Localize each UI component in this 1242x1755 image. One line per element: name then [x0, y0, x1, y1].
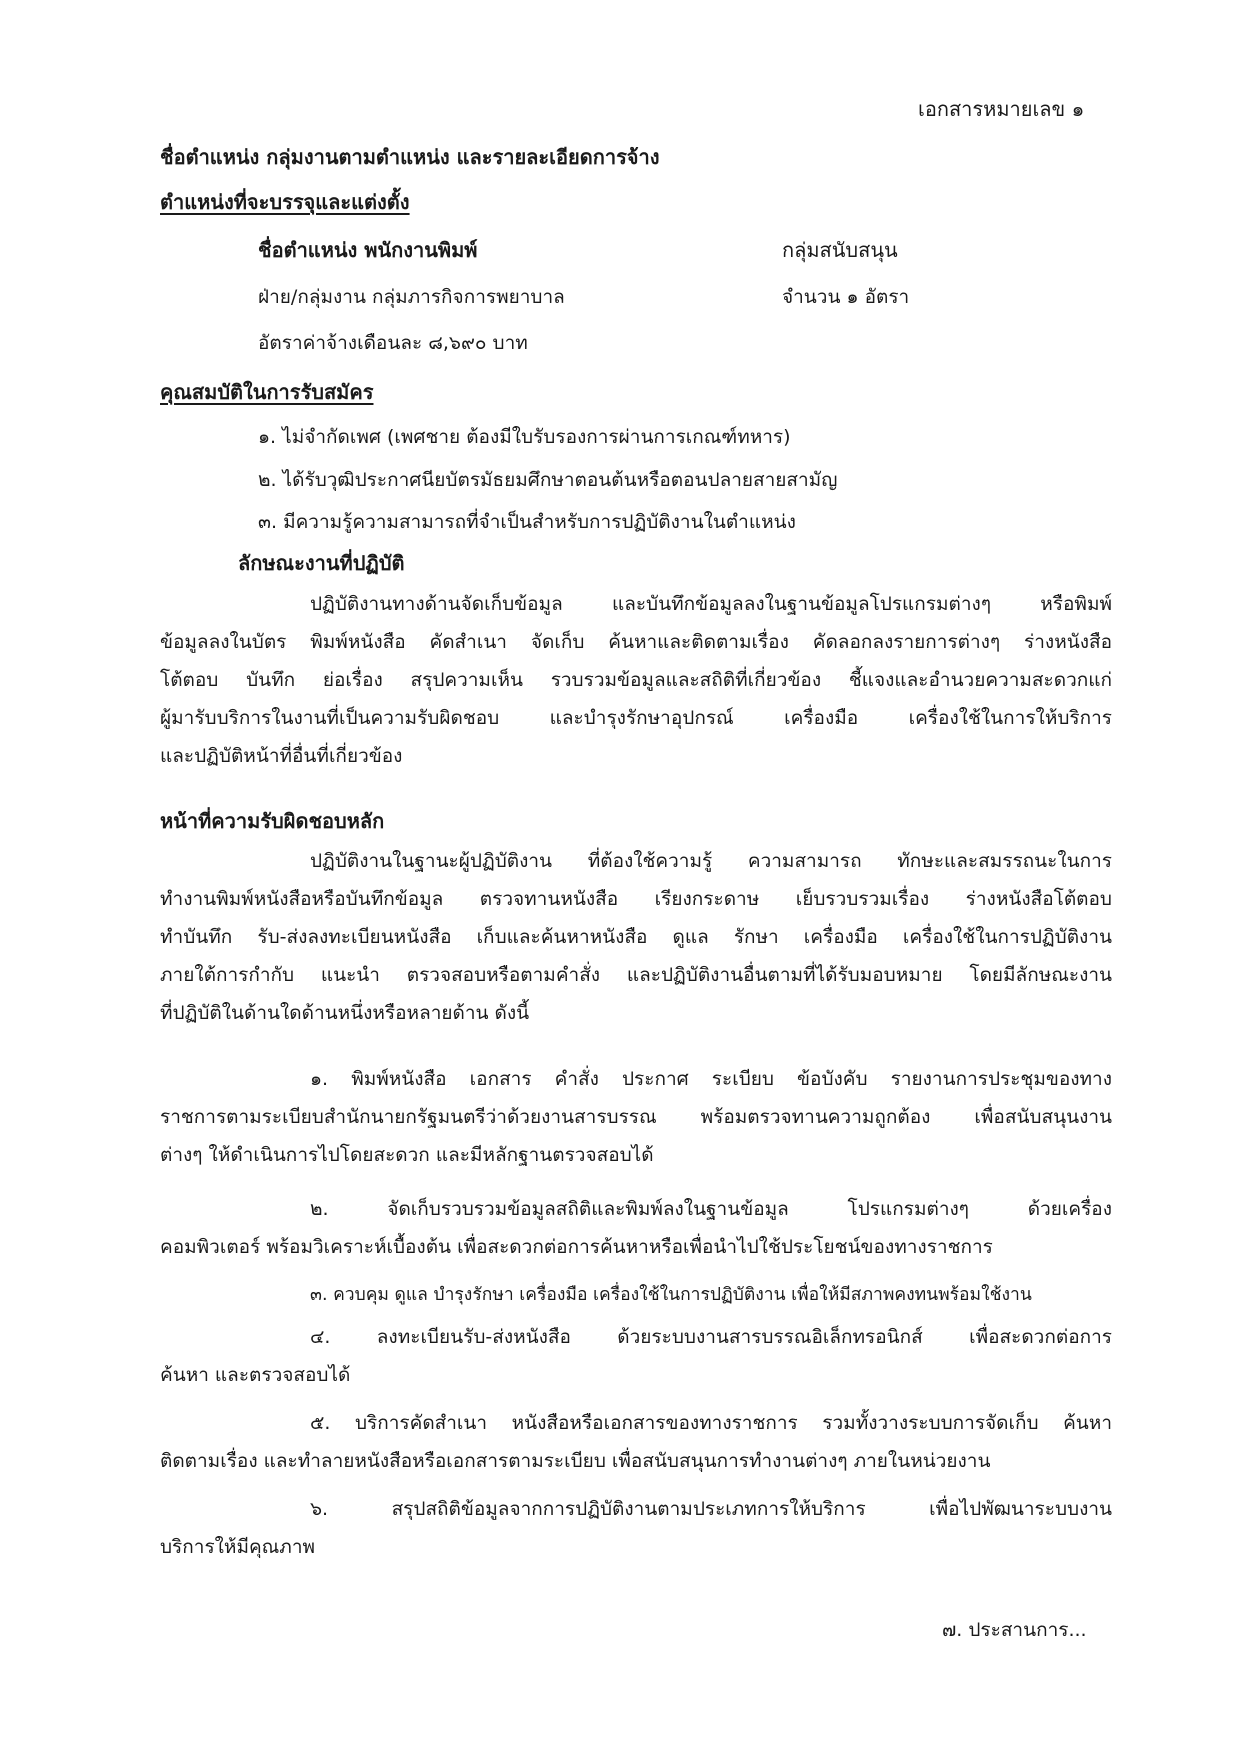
paragraph-line: ปฏิบัติงานในฐานะผู้ปฏิบัติงาน ที่ต้องใช้ความรู้ ความสามารถ ทักษะและสมรรถนะในการ [310, 850, 1112, 872]
paragraph-line: ๑. พิมพ์หนังสือ เอกสาร คำสั่ง ประกาศ ระเบียบ ข้อบังคับ รายงานการประชุมของทาง [310, 1068, 1112, 1090]
qualification-item: ๒. ได้รับวุฒิประกาศนียบัตรมัธยมศึกษาตอนต้นหรือตอนปลายสายสามัญ [258, 469, 838, 491]
paragraph-line: ราชการตามระเบียบสำนักนายกรัฐมนตรีว่าด้วยงานสารบรรณ พร้อมตรวจทานความถูกต้อง เพื่อสนับสนุนงาน [160, 1106, 1112, 1128]
paragraph-line: คอมพิวเตอร์ พร้อมวิเคราะห์เบื้องต้น เพื่อสะดวกต่อการค้นหาหรือเพื่อนำไปใช้ประโยชน์ของทางราชการ [160, 1236, 993, 1258]
position-count: จำนวน ๑ อัตรา [782, 286, 910, 308]
duty-1 [160, 1060, 1112, 1174]
position-salary: อัตราค่าจ้างเดือนละ ๘,๖๙๐ บาท [258, 332, 528, 354]
paragraph-line: บริการให้มีคุณภาพ [160, 1536, 316, 1558]
document-number: เอกสารหมายเลข ๑ [918, 97, 1085, 121]
qualification-item: ๑. ไม่จำกัดเพศ (เพศชาย ต้องมีใบรับรองการผ่านการเกณฑ์ทหาร) [258, 426, 791, 448]
position-department: ฝ่าย/กลุ่มงาน กลุ่มภารกิจการพยาบาล [258, 286, 565, 308]
paragraph-line: ๒. จัดเก็บรวบรวมข้อมูลสถิติและพิมพ์ลงในฐานข้อมูล โปรแกรมต่างๆ ด้วยเครื่อง [310, 1198, 1112, 1220]
paragraph-line: ผู้มารับบริการในงานที่เป็นความรับผิดชอบ และบำรุงรักษาอุปกรณ์ เครื่องมือ เครื่องใช้ในการให้บริการ [160, 707, 1112, 729]
duty-4 [160, 1318, 1112, 1394]
paragraph-line: ที่ปฏิบัติในด้านใดด้านหนึ่งหรือหลายด้าน ดังนี้ [160, 1002, 530, 1024]
paragraph-line: โต้ตอบ บันทึก ย่อเรื่อง สรุปความเห็น รวบรวมข้อมูลและสถิติที่เกี่ยวข้อง ชี้แจงและอำนวยความสะดวกแก่ [160, 669, 1112, 691]
duty-5 [160, 1404, 1112, 1480]
qualification-item: ๓. มีความรู้ความสามารถที่จำเป็นสำหรับการปฏิบัติงานในตำแหน่ง [258, 511, 796, 533]
position-name: ชื่อตำแหน่ง พนักงานพิมพ์ [258, 238, 478, 262]
paragraph-line: ๕. บริการคัดสำเนา หนังสือหรือเอกสารของทางราชการ รวมทั้งวางระบบการจัดเก็บ ค้นหา [310, 1412, 1112, 1434]
duty-2 [160, 1190, 1112, 1266]
paragraph-line: ๖. สรุปสถิติข้อมูลจากการปฏิบัติงานตามประเภทการให้บริการ เพื่อไปพัฒนาระบบงาน [310, 1498, 1112, 1520]
paragraph-line: ทำบันทึก รับ-ส่งลงทะเบียนหนังสือ เก็บและค้นหาหนังสือ ดูแล รักษา เครื่องมือ เครื่องใช้ในการปฏิบัติงาน [160, 926, 1112, 948]
duties-intro-paragraph [160, 842, 1112, 1032]
paragraph-line: ๓. ควบคุม ดูแล บำรุงรักษา เครื่องมือ เครื่องใช้ในการปฏิบัติงาน เพื่อให้มีสภาพคงทนพร้อมใช้งาน [310, 1285, 1032, 1305]
paragraph-line: ๔. ลงทะเบียนรับ-ส่งหนังสือ ด้วยระบบงานสารบรรณอิเล็กทรอนิกส์ เพื่อสะดวกต่อการ [310, 1326, 1112, 1348]
paragraph-line: ต่างๆ ให้ดำเนินการไปโดยสะดวก และมีหลักฐานตรวจสอบได้ [160, 1144, 654, 1166]
duty-6 [160, 1490, 1112, 1566]
paragraph-line: และปฏิบัติหน้าที่อื่นที่เกี่ยวข้อง [160, 745, 403, 767]
duties-heading: หน้าที่ความรับผิดชอบหลัก [160, 809, 385, 833]
paragraph-line: ภายใต้การกำกับ แนะนำ ตรวจสอบหรือตามคำสั่ง และปฏิบัติงานอื่นตามที่ได้รับมอบหมาย โดยมีลักษณะงาน [160, 964, 1112, 986]
job-nature-heading: ลักษณะงานที่ปฏิบัติ [238, 551, 405, 575]
paragraph-line: ค้นหา และตรวจสอบได้ [160, 1364, 351, 1386]
position-group: กลุ่มสนับสนุน [782, 238, 898, 262]
position-heading: ตำแหน่งที่จะบรรจุและแต่งตั้ง [160, 190, 410, 214]
duty-3 [160, 1276, 1112, 1314]
paragraph-line: ข้อมูลลงในบัตร พิมพ์หนังสือ คัดสำเนา จัดเก็บ ค้นหาและติดตามเรื่อง คัดลอกลงรายการต่างๆ ร่างหนังสือ [160, 631, 1112, 653]
paragraph-line: ปฏิบัติงานทางด้านจัดเก็บข้อมูล และบันทึกข้อมูลลงในฐานข้อมูลโปรแกรมต่างๆ หรือพิมพ์ [310, 593, 1112, 615]
paragraph-line: ทำงานพิมพ์หนังสือหรือบันทึกข้อมูล ตรวจทานหนังสือ เรียงกระดาษ เย็บรวบรวมเรื่อง ร่างหนังสือโต้ตอบ [160, 888, 1112, 910]
job-nature-paragraph [160, 585, 1112, 775]
main-title: ชื่อตำแหน่ง กลุ่มงานตามตำแหน่ง และรายละเอียดการจ้าง [160, 145, 660, 169]
continuation-text: ๗. ประสานการ... [942, 1619, 1087, 1641]
paragraph-line: ติดตามเรื่อง และทำลายหนังสือหรือเอกสารตามระเบียบ เพื่อสนับสนุนการทำงานต่างๆ ภายในหน่วยงาน [160, 1450, 991, 1472]
qualifications-heading: คุณสมบัติในการรับสมัคร [160, 380, 374, 404]
